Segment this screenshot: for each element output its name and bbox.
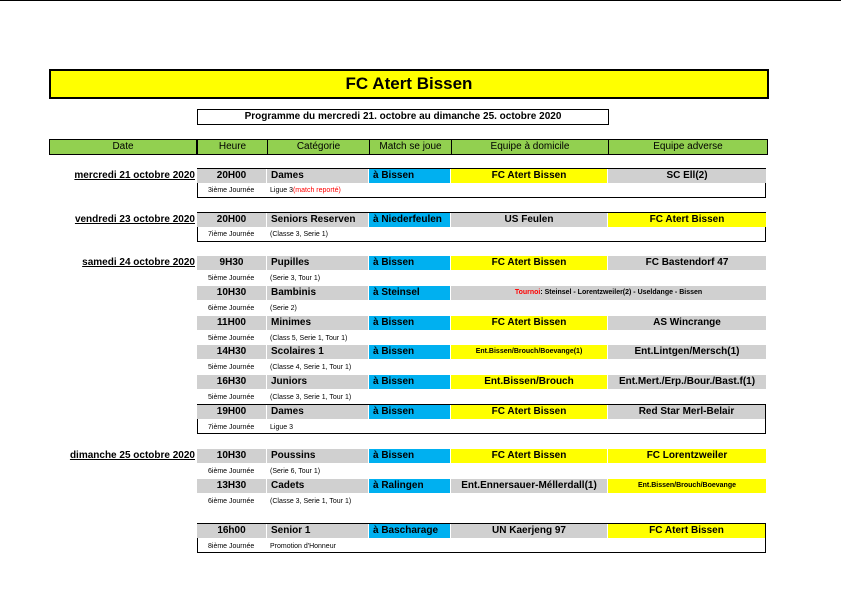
match-journee: 7ième Journée: [208, 231, 255, 238]
match-info: (Classe 4, Serie 1, Tour 1): [270, 364, 352, 371]
match-info: (Serie 6, Tour 1): [270, 468, 321, 475]
match-categorie: Pupilles: [267, 256, 368, 270]
header-lieu: Match se joue: [369, 139, 452, 155]
header-date: Date: [49, 139, 197, 155]
match-info: (Class 5, Serie 1, Tour 1): [270, 335, 348, 342]
match-domicile: FC Atert Bissen: [451, 256, 607, 270]
match-heure: 9H30: [197, 256, 266, 270]
match-categorie: Senior 1: [267, 524, 368, 538]
tournoi-label: Tournoi: [514, 289, 541, 296]
match-adverse: Ent.Mert./Erp./Bour./Bast.f(1): [608, 375, 766, 389]
header-adverse: Equipe adverse: [608, 139, 768, 155]
match-adverse: FC Lorentzweiler: [608, 449, 766, 463]
match-categorie: Dames: [267, 169, 368, 183]
match-journee: 3ième Journée: [208, 187, 255, 194]
match-info: Promotion d'Honneur: [270, 543, 336, 550]
match-info: (Classe 3, Serie 1): [270, 231, 328, 238]
match-categorie: Scolaires 1: [267, 345, 368, 359]
top-border-line: [0, 0, 841, 1]
match-info: Ligue 3: [270, 424, 293, 431]
match-heure: 10H30: [197, 449, 266, 463]
match-lieu: à Bissen: [369, 345, 450, 359]
schedule-subtitle: Programme du mercredi 21. octobre au dimanche 25. octobre 2020: [197, 109, 609, 125]
match-adverse: Red Star Merl-Belair: [608, 405, 765, 419]
match-domicile: Ent.Bissen/Brouch/Boevange(1): [451, 345, 607, 359]
match-info: Ligue 3(match reporté): [270, 187, 341, 194]
match-info: (Serie 2): [270, 305, 297, 312]
header-heure: Heure: [197, 139, 268, 155]
match-lieu: à Steinsel: [369, 286, 450, 300]
match-categorie: Cadets: [267, 479, 368, 493]
match-adverse: FC Bastendorf 47: [608, 256, 766, 270]
match-categorie: Minimes: [267, 316, 368, 330]
match-adverse: Ent.Bissen/Brouch/Boevange: [608, 479, 766, 493]
match-tournoi: Tournoi: Steinsel - Lorentzweiler(2) - Useldange - Bissen: [451, 286, 766, 300]
match-categorie: Seniors Reserven: [267, 213, 368, 227]
match-journee: 5ième Journée: [208, 275, 255, 282]
match-lieu: à Bascharage: [369, 524, 450, 538]
header-categorie: Catégorie: [267, 139, 370, 155]
day-label: vendredi 23 octobre 2020: [74, 214, 195, 225]
match-heure: 16h00: [197, 524, 266, 538]
match-domicile: Ent.Bissen/Brouch: [451, 375, 607, 389]
match-lieu: à Bissen: [369, 449, 450, 463]
match-lieu: à Bissen: [369, 375, 450, 389]
match-lieu: à Bissen: [369, 256, 450, 270]
match-info: (Serie 3, Tour 1): [270, 275, 321, 282]
day-label: dimanche 25 octobre 2020: [69, 450, 195, 461]
match-domicile: Ent.Ennersauer-Méllerdall(1): [451, 479, 607, 493]
header-domicile: Equipe à domicile: [451, 139, 609, 155]
match-lieu: à Bissen: [369, 405, 450, 419]
match-journee: 6ième Journée: [208, 468, 255, 475]
match-lieu: à Niederfeulen: [369, 213, 450, 227]
match-heure: 20H00: [197, 169, 266, 183]
match-journee: 6ième Journée: [208, 498, 255, 505]
match-lieu: à Bissen: [369, 169, 450, 183]
match-info: (Classe 3, Serie 1, Tour 1): [270, 498, 352, 505]
match-journee: 5ième Journée: [208, 394, 255, 401]
match-domicile: FC Atert Bissen: [451, 405, 607, 419]
match-domicile: FC Atert Bissen: [451, 169, 607, 183]
match-note: (match reporté): [292, 187, 341, 194]
match-lieu: à Bissen: [369, 316, 450, 330]
match-journee: 6ième Journée: [208, 305, 255, 312]
match-categorie: Dames: [267, 405, 368, 419]
day-label: samedi 24 octobre 2020: [82, 257, 195, 268]
match-adverse: SC Ell(2): [608, 169, 766, 183]
match-categorie: Bambinis: [267, 286, 368, 300]
match-journee: 7ième Journée: [208, 424, 255, 431]
match-lieu: à Ralingen: [369, 479, 450, 493]
match-domicile: FC Atert Bissen: [451, 449, 607, 463]
match-heure: 20H00: [197, 213, 266, 227]
match-categorie: Poussins: [267, 449, 368, 463]
page-title: FC Atert Bissen: [49, 69, 769, 99]
match-adverse: AS Wincrange: [608, 316, 766, 330]
match-journee: 8ième Journée: [208, 543, 255, 550]
match-journee: 5ième Journée: [208, 364, 255, 371]
day-label: mercredi 21 octobre 2020: [74, 170, 195, 181]
match-adverse: FC Atert Bissen: [608, 213, 766, 227]
match-heure: 19H00: [197, 405, 266, 419]
match-heure: 11H00: [197, 316, 266, 330]
match-domicile: US Feulen: [451, 213, 607, 227]
match-adverse: Ent.Lintgen/Mersch(1): [608, 345, 766, 359]
match-adverse: FC Atert Bissen: [608, 524, 765, 538]
match-domicile: UN Kaerjeng 97: [451, 524, 607, 538]
match-heure: 13H30: [197, 479, 266, 493]
match-info: (Classe 3, Serie 1, Tour 1): [270, 394, 352, 401]
match-heure: 16H30: [197, 375, 266, 389]
match-journee: 5ième Journée: [208, 335, 255, 342]
match-domicile: FC Atert Bissen: [451, 316, 607, 330]
match-heure: 14H30: [197, 345, 266, 359]
match-categorie: Juniors: [267, 375, 368, 389]
match-heure: 10H30: [197, 286, 266, 300]
